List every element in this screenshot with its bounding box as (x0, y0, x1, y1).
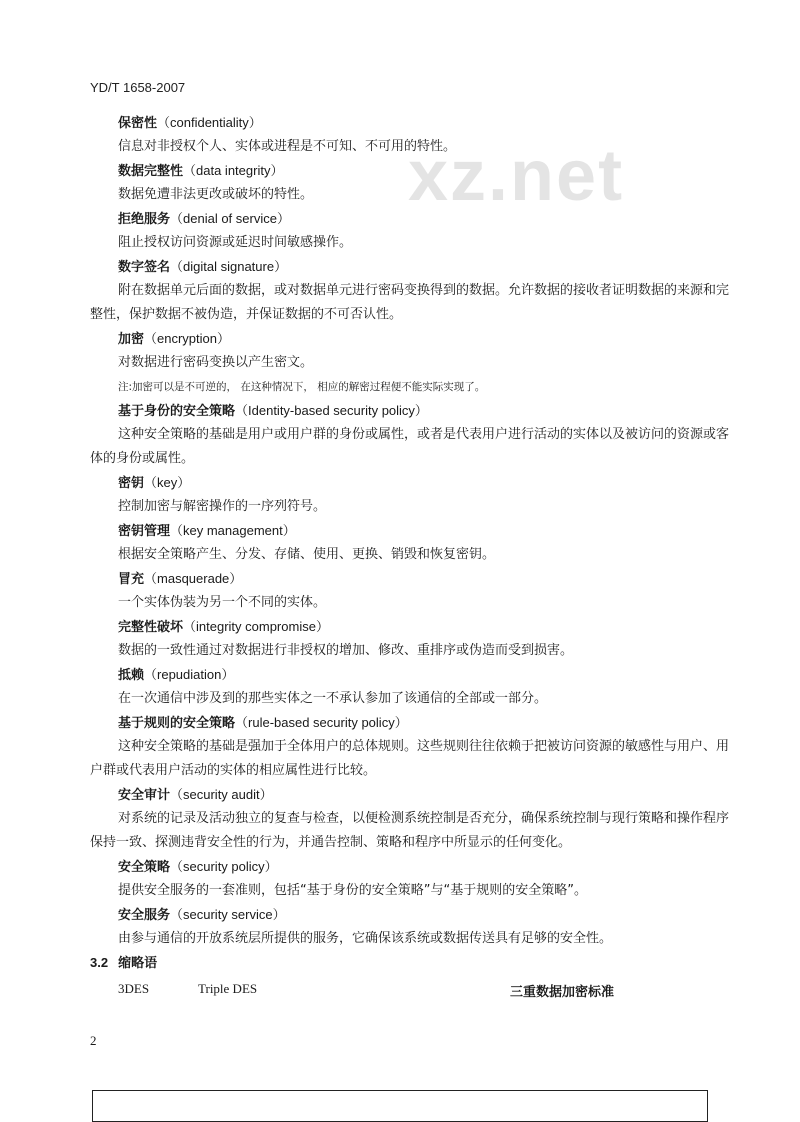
term-cn: 密钥 (118, 476, 145, 491)
term-heading (90, 159, 740, 183)
term-cn: 冒充 (118, 572, 145, 587)
term-definition: 这种安全策略的基础是强加于全体用户的总体规则。这些规则往往依赖于把被访问资源的敏感性与用户、用户群或代表用户活动的实体的相应属性进行比较。 (90, 739, 730, 778)
term-heading (90, 471, 740, 495)
term-definition: 信息对非授权个人、实体或进程是不可知、不可用的特性。 (118, 139, 457, 154)
term-en: （encryption） (144, 331, 230, 346)
term-cn: 基于身份的安全策略 (118, 404, 236, 419)
term-heading (90, 327, 740, 351)
term-cn: 数据完整性 (118, 164, 184, 179)
term-definition: 提供安全服务的一套准则，包括“基于身份的安全策略”与“基于规则的安全策略”。 (118, 883, 587, 898)
term-cn: 安全审计 (118, 788, 171, 803)
term-cn: 安全策略 (118, 860, 171, 875)
term-heading (90, 207, 740, 231)
term-en: （security audit） (170, 787, 273, 802)
term-en: （confidentiality） (157, 115, 262, 130)
term-heading (90, 711, 740, 735)
term-en: （key） (144, 475, 191, 490)
term-definition: 这种安全策略的基础是用户或用户群的身份或属性，或者是代表用户进行活动的实体以及被访问的资源或客体的身份或属性。 (90, 427, 730, 466)
term-en: （integrity compromise） (183, 619, 329, 634)
term-en: （digital signature） (170, 259, 288, 274)
term-en: （security policy） (170, 859, 278, 874)
term-heading (90, 255, 740, 279)
next-page-frame (92, 1090, 708, 1122)
term-definition: 在一次通信中涉及到的那些实体之一不承认参加了该通信的全部或一部分。 (118, 691, 548, 706)
term-heading (90, 567, 740, 591)
term-cn: 保密性 (118, 116, 158, 131)
term-cn: 数字签名 (118, 260, 171, 275)
term-heading (90, 903, 740, 927)
term-cn: 密钥管理 (118, 524, 171, 539)
term-en: （data integrity） (183, 163, 284, 178)
term-definition: 数据免遭非法更改或破坏的特性。 (118, 187, 314, 202)
term-definition: 附在数据单元后面的数据，或对数据单元进行密码变换得到的数据。允许数据的接收者证明数据的来源和完整性，保护数据不被伪造，并保证数据的不可否认性。 (90, 283, 730, 322)
page-number: 2 (90, 1033, 97, 1048)
abbreviation-chinese: 三重数据加密标准 (510, 985, 615, 1000)
term-definition: 根据安全策略产生、分发、存储、使用、更换、销毁和恢复密钥。 (118, 547, 496, 562)
term-heading (90, 399, 740, 423)
term-definition: 对系统的记录及活动独立的复查与检查，以便检测系统控制是否充分，确保系统控制与现行策略和操作程序保持一致、探测违背安全性的行为，并通告控制、策略和程序中所显示的任何变化。 (90, 811, 730, 850)
term-cn: 安全服务 (118, 908, 171, 923)
term-en: （repudiation） (144, 667, 235, 682)
standard-code: YD/T 1658-2007 (90, 80, 186, 95)
term-heading (90, 855, 740, 879)
term-definition: 一个实体伪装为另一个不同的实体。 (118, 595, 327, 610)
section-title: 缩略语 (118, 956, 158, 971)
term-definition: 阻止授权访问资源或延迟时间敏感操作。 (118, 235, 353, 250)
term-heading (90, 783, 740, 807)
term-cn: 抵赖 (118, 668, 145, 683)
abbreviation-code: 3DES (118, 981, 150, 996)
section-number: 3.2 (90, 955, 109, 970)
abbreviation-row (90, 975, 740, 1007)
term-cn: 拒绝服务 (118, 212, 171, 227)
term-en: （key management） (170, 523, 296, 538)
term-definition: 对数据进行密码变换以产生密文。 (118, 355, 314, 370)
term-heading (90, 663, 740, 687)
term-heading (90, 615, 740, 639)
term-en: （denial of service） (170, 211, 290, 226)
term-heading (90, 519, 740, 543)
term-heading (90, 111, 740, 135)
term-en: （rule-based security policy） (235, 715, 408, 730)
term-definition: 由参与通信的开放系统层所提供的服务，它确保该系统或数据传送具有足够的安全性。 (118, 931, 613, 946)
term-cn: 基于规则的安全策略 (118, 716, 236, 731)
term-en: （masquerade） (144, 571, 243, 586)
term-note: 注:加密可以是不可逆的， 在这种情况下， 相应的解密过程便不能实际实现了。 (118, 381, 486, 393)
abbreviation-english: Triple DES (198, 981, 258, 996)
term-en: （security service） (170, 907, 286, 922)
term-cn: 加密 (118, 332, 145, 347)
watermark-logo: xz.net (408, 136, 625, 216)
term-en: （Identity-based security policy） (235, 403, 428, 418)
section-heading (90, 951, 740, 975)
terms-list (90, 111, 740, 1007)
term-definition: 控制加密与解密操作的一序列符号。 (118, 499, 327, 514)
term-cn: 完整性破坏 (118, 620, 184, 635)
term-definition: 数据的一致性通过对数据进行非授权的增加、修改、重排序或伪造而受到损害。 (118, 643, 574, 658)
